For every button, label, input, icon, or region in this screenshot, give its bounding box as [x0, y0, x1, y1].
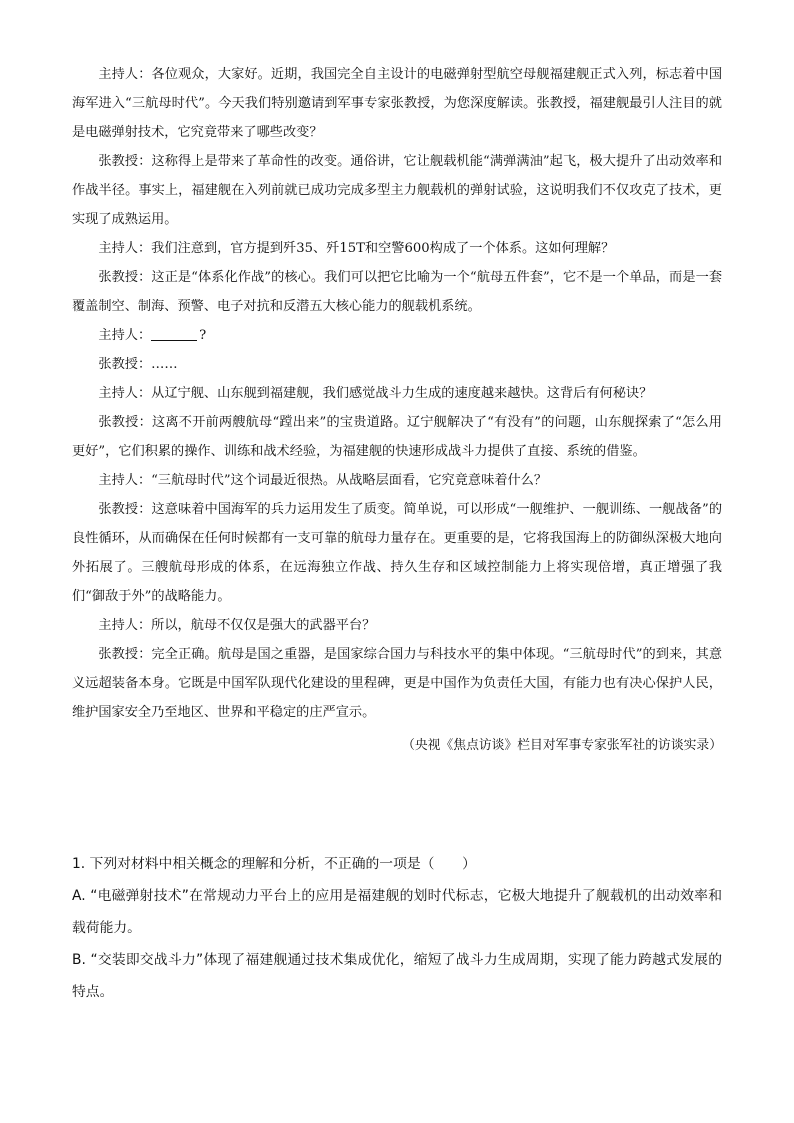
paragraph-6: 张教授：…… — [98, 357, 178, 372]
dialogue-text: 这离不开前两艘航母“蹚出来”的宝贵道路。辽宁舰解决了“有没有”的问题，山东舰探索了“怎么用更好”，它们积累的操作、训练和战术经验，为福建舰的快速形成战斗力提供了直接、系统的借鉴。 — [72, 415, 722, 459]
dialogue-text: ? — [199, 328, 207, 343]
paragraph-12: 张教授：完全正确。航母是国之重器，是国家综合国力与科技水平的集中体现。“三航母时代”的到来，其意义远超装备本身。它既是中国军队现代化建设的里程碑，更是中国作为负责任大国，有能力也有决心保护人民，维护国家安全乃至地区、世界和平稳定的庄严宣示。 — [72, 647, 723, 720]
paragraph-1: 主持人：各位观众，大家好。近期，我国完全自主设计的电磁弹射型航空母舰福建舰正式入列，标志着中国海军进入“三航母时代”。今天我们特别邀请到军事专家张教授，为您深度解读。张教授，福建舰最引人注目的就是电磁弹射技术，它究竟带来了哪些改变？ — [72, 67, 723, 140]
speaker-label: 张教授 — [98, 415, 139, 430]
speaker-label: 张教授 — [98, 357, 138, 372]
paragraph-10: 张教授：这意味着中国海军的兵力运用发生了质变。简单说，可以形成“一舰维护、一舰训练、一舰战备”的良性循环，从而确保在任何时候都有一支可靠的航母力量存在。更重要的是，它将我国海上的防御纵深极大地向外拓展了。三艘航母形成的体系，在远海独立作战、持久生存和区域控制能力上将实现倍增，真正增强了我们“御敌于外”的战略能力。 — [72, 502, 723, 604]
question-stem: 1. 下列对材料中相关概念的理解和分析，不正确的一项是（ ） — [72, 856, 476, 872]
dialogue-text: 这意味着中国海军的兵力运用发生了质变。简单说，可以形成“一舰维护、一舰训练、一舰战备”的良性循环，从而确保在任何时候都有一支可靠的航母力量存在。更重要的是，它将我国海上的防御纵深极大地向外拓展了。三艘航母形成的体系，在远海独立作战、持久生存和区域控制能力上将实现倍增，真正增强了我们“御敌于外”的战略能力。 — [72, 502, 723, 604]
dialogue-text: 所以，航母不仅仅是强大的武器平台？ — [151, 618, 376, 633]
speaker-label: 张教授 — [98, 502, 139, 517]
dialogue-text: …… — [151, 357, 178, 372]
dialogue-text: 这正是“体系化作战”的核心。我们可以把它比喻为一个“航母五件套”，它不是一个单品，而是一套覆盖制空、制海、预警、电子对抗和反潜五大核心能力的舰载机系统。 — [72, 270, 723, 314]
paragraph-11: 主持人：所以，航母不仅仅是强大的武器平台？ — [98, 618, 376, 633]
speaker-label: 张教授 — [98, 647, 139, 662]
dialogue-text: 这称得上是带来了革命性的改变。通俗讲，它让舰载机能“满弹满油”起飞，极大提升了出动效率和作战半径。事实上，福建舰在入列前就已成功完成多型主力舰载机的弹射试验，这说明我们不仅攻克了技术，更实现了成熟运用。 — [72, 154, 723, 227]
question-block — [72, 848, 722, 1008]
fill-in-blank — [151, 324, 197, 341]
paragraph-8: 张教授：这离不开前两艘航母“蹚出来”的宝贵道路。辽宁舰解决了“有没有”的问题，山东舰探索了“怎么用更好”，它们积累的操作、训练和战术经验，为福建舰的快速形成战斗力提供了直接、系统的借鉴。 — [72, 415, 722, 459]
dialogue-text: 各位观众，大家好。近期，我国完全自主设计的电磁弹射型航空母舰福建舰正式入列，标志着中国海军进入“三航母时代”。今天我们特别邀请到军事专家张教授，为您深度解读。张教授，福建舰最引人注目的就是电磁弹射技术，它究竟带来了哪些改变？ — [72, 67, 723, 140]
paragraph-5: 主持人： ? — [72, 321, 722, 350]
paragraph-4: 张教授：这正是“体系化作战”的核心。我们可以把它比喻为一个“航母五件套”，它不是一个单品，而是一套覆盖制空、制海、预警、电子对抗和反潜五大核心能力的舰载机系统。 — [72, 270, 723, 314]
dialogue-text: 从辽宁舰、山东舰到福建舰，我们感觉战斗力生成的速度越来越快。这背后有何秘诀？ — [151, 386, 653, 401]
paragraph-2: 张教授：这称得上是带来了革命性的改变。通俗讲，它让舰载机能“满弹满油”起飞，极大提升了出动效率和作战半径。事实上，福建舰在入列前就已成功完成多型主力舰载机的弹射试验，这说明我们不仅攻克了技术，更实现了成熟运用。 — [72, 154, 723, 227]
paragraph-7: 主持人：从辽宁舰、山东舰到福建舰，我们感觉战斗力生成的速度越来越快。这背后有何秘诀？ — [98, 386, 653, 401]
dialogue-text: 我们注意到，官方提到歼35、歼15T和空警600构成了一个体系。这如何理解？ — [151, 241, 615, 256]
option-b: B. “交装即交战斗力”体现了福建舰通过技术集成优化，缩短了战斗力生成周期，实现了能力跨越式发展的特点。 — [72, 952, 722, 1000]
speaker-label: 主持人 — [98, 241, 138, 256]
option-a: A. “电磁弹射技术”在常规动力平台上的应用是福建舰的划时代标志，它极大地提升了舰载机的出动效率和载荷能力。 — [72, 888, 722, 936]
speaker-label: 主持人 — [98, 618, 138, 633]
interview-text — [72, 60, 722, 760]
paragraph-3: 主持人：我们注意到，官方提到歼35、歼15T和空警600构成了一个体系。这如何理解？ — [98, 241, 615, 256]
speaker-label: 张教授 — [98, 270, 139, 285]
speaker-label: 张教授 — [98, 154, 139, 169]
source-citation: （央视《焦点访谈》栏目对军事专家张军社的访谈实录） — [402, 738, 722, 753]
paragraph-9: 主持人：“三航母时代”这个词最近很热。从战略层面看，它究竟意味着什么？ — [98, 473, 548, 488]
dialogue-text: “三航母时代”这个词最近很热。从战略层面看，它究竟意味着什么？ — [151, 473, 548, 488]
speaker-label: 主持人 — [98, 473, 138, 488]
speaker-label: 主持人 — [98, 386, 138, 401]
dialogue-text: 完全正确。航母是国之重器，是国家综合国力与科技水平的集中体现。“三航母时代”的到来，其意义远超装备本身。它既是中国军队现代化建设的里程碑，更是中国作为负责任大国，有能力也有决心保护人民，维护国家安全乃至地区、世界和平稳定的庄严宣示。 — [72, 647, 723, 720]
speaker-label: 主持人 — [98, 67, 139, 82]
speaker-label: 主持人 — [98, 328, 138, 343]
